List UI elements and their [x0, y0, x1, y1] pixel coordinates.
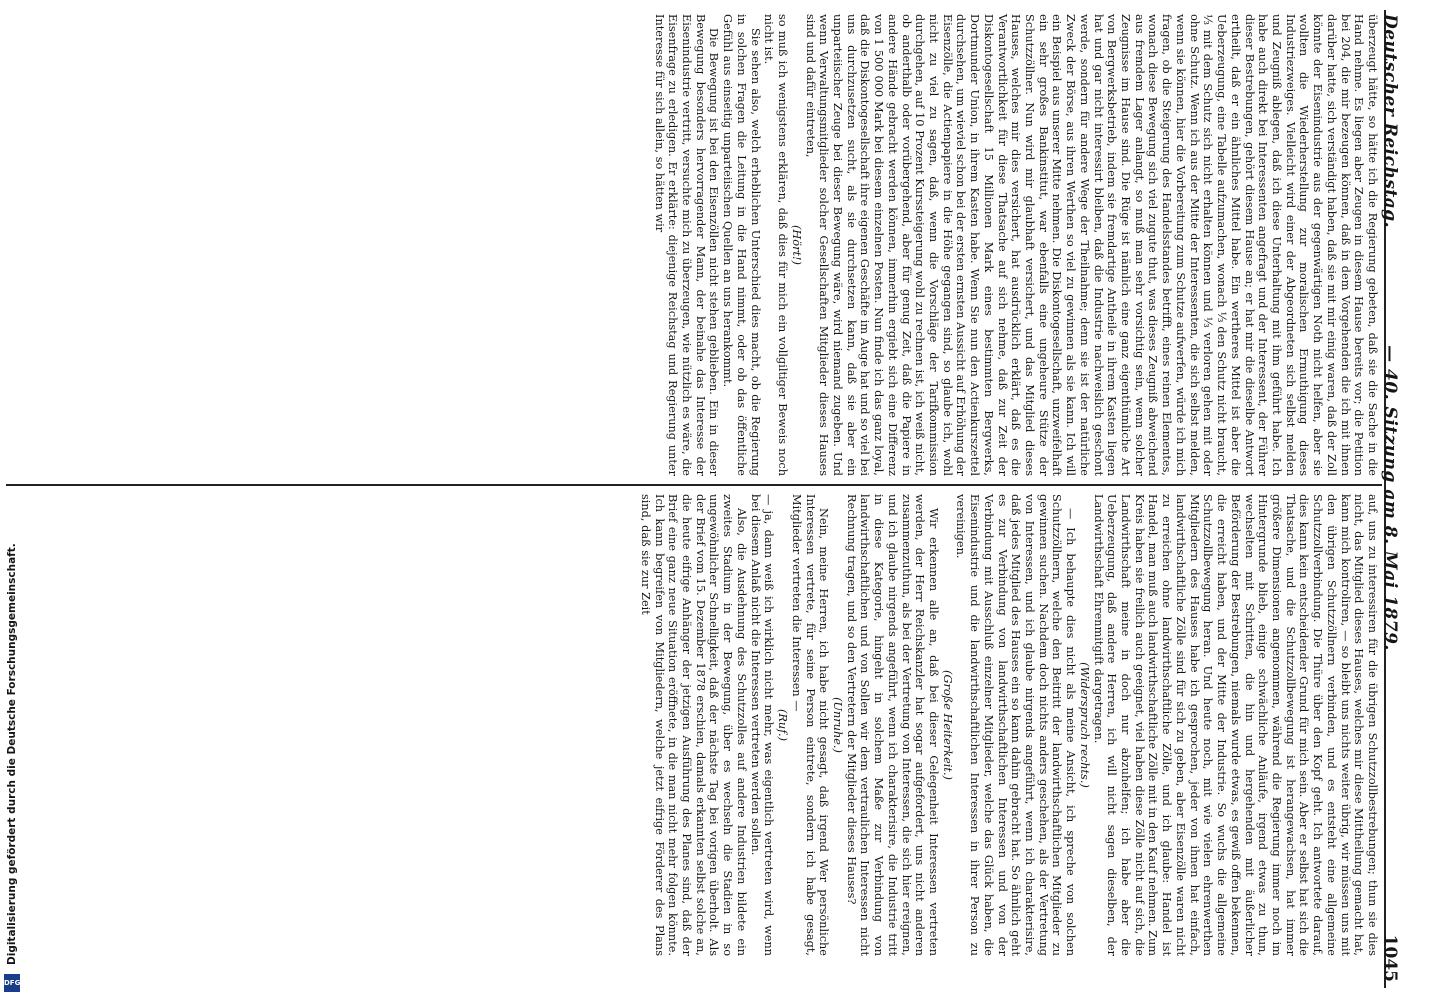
- page-number: 1045: [1380, 934, 1400, 982]
- paragraph: Also, die Ausdehnung des Schutzzolles auf andere Industrien bildete ein zweites Stadium in der Bewegung, über es wechseln die Stadien in so ungewöhnlicher Schnelligkeit, daß der nächste Tag bei vorigen überholt. Als der Brief vom 15. Dezember 1878 erschien, damals erkannten selbst solche an, die heute eifrige Anhänger der jetzigen Ausführung des Planes sind, daß der Brief eine ganz neue Situation eröffnete, in die man nicht mehr folgen könnte. Ich kann begreifen von Mitgliedern, welche jetzt eifrige Förderer des Plans sind, daß sie zur Zeit: [638, 494, 748, 956]
- session-title: — 40. Sitzung am 8. Mai 1879.: [1380, 345, 1400, 651]
- paragraph: — Ich behaupte dies nicht als meine Ansicht, ich spreche von solchen Schutzzöllnern, welche den Beitritt der landwirthschaftlichen Mitglieder zu gewinnen suchen. Nachdem doch nichts anders geschehen, als der Vertretung von Interessen, und ich glaube nirgends angeführt, wenn ich charakterisire, daß jedes Mitglied des Hauses ein so kann dahin gebracht hat. So ähnlich geht es zur Verbindung von landwirthschaftlichen Interessen und von der Verbindung mit Ausschluß einzelner Mitglieder, welche das Glück haben, die Eisenindustrie und die landwirthschaftlichen Interessen in ihrer Person zu vereinigen.: [954, 494, 1078, 956]
- digitization-credit: Digitalisierung gefördert durch die Deutsche Forschungsgemeinschaft.: [6, 543, 18, 965]
- stage-direction: (Große Heiterkeit.): [940, 670, 954, 780]
- left-column: [7, 14, 1379, 476]
- stage-direction: (Widerspruch rechts.): [1077, 662, 1091, 788]
- publication-title: Deutscher Reichstag.: [1380, 14, 1400, 229]
- paragraph: überzeugt hätte, so hätte ich die Regierung gebeten, daß sie die Sache in die Hand nehme. Es liegen aber Zeugen in diesem Hause bereits vor; die Petition bei 204, die mir bezeugen können, daß in dem Vorgehenden die ich mit ihnen darüber hatte, sich verständigt haben, daß sie mit mir einig waren, daß der Zoll könnte der Eisenindustrie aus der gegenwärtigen Noth nicht helfen, aber sie wollten die Wiederherstellung zur moralischen Ermuthigung dieses Industriezweiges. Vielleicht wird einer der Abgeordneten sich selbst melden und Zeugniß ablegen, daß ich diese Unterhaltung mit ihm geführt habe. Ich habe auch direkt bei Interessenten angefragt und der Interessent, der Führer dieser Bestrebungen, gehört diesem Hause an; er hat mir die dieselbe Antwort ertheilt, daß er ein ähnliches Mittel habe. Ein wertheres Mittel ist aber die Ueberzeugung, eine Tabelle aufzumachen, wonach ⅓ den Schutz nicht braucht, ⅓ mit dem Schutz sich nicht erhalten können und ⅓ verloren gehen mit oder ohne Schutz. Wenn ich aus der Mitte der Interessenten, die sich selbst melden, wenn sie können, hier die Vorbereitung zum Schutze aufwerfen, würde ich mich fragen, ob die Steigerung des Handelsstandes betrifft, eines reinen Elementes, wonach diese Bewegung sich viel zugute thut, was dieses Zeugniß abweichend aus fremdem Lager anlangt, so muß man sehr vorsichtig sein, wenn solcher Zeugnisse im Hause sind. Die Rüge ist nämlich eine ganz eigenthümliche Art von Bergwerksbetrieb, indem sie fremdartige Antheile in ihrem Kasten liegen hat und gar nicht interessirt bleiben, daß die Industrie nachweislich geschont werde, sondern für andere Wege der Theilnahme; denn sie ist der natürliche Zweck der Börse, aus ihren Werthen so viel zu gewinnen als sie kann. Ich will ein Beispiel aus unserer Mitte nehmen. Die Diskontogesellschaft, unzweifelhaft ein sehr großes Bankinstitut, war ebenfalls eine ungeheure Stütze der Schutzzöllner. Nun wird mir glaubhaft versichert, und das Mitglied dieses Hauses, welches mir dies versichert, hat ausdrücklich erklärt, daß es die Verantwortlichkeit für diese Thatsache auf sich nehme, daß zur Zeit der Diskontogesellschaft 15 Millionen Mark eines bestimmten Bergwerks, Dortmunder Union, in ihrem Kasten habe. Wenn Sie nun den Actienkurszettel durchsehen, um wieviel schon bei der ersten ernsten Aussicht auf Erhöhung der Eisenzölle, die Actienpapiere in die Höhe gegangen sind, so glaube ich, wohl nicht zu viel zu sagen, daß, wenn die Vorschläge der Tarifkommission durchgehen, auf 10 Prozent Kurssteigerung wohl zu rechnen ist, ich weiß nicht, ob anderthalb oder vorübergehend, aber für genug Zeit, daß die Papiere in andere Hände gebracht werden können, immerhin ergiebt sich eine Differenz von 1 500 000 Mark bei diesem einzelnen Posten. Nun finde ich das ganz loyal, daß die Diskontogesellschaft ihre eigenen Geschäfte im Auge hat und so viel bei uns durchzusetzen sucht, als sie durchsetzen kann, daß sie aber ein unparteiischer Zeuge bei dieser Bewegung wäre, wird niemand zugeben. Und wenn Verwaltungsmitglieder solcher Gesellschaften Mitglieder dieses Hauses sind und dafür eintreten,: [803, 14, 1379, 477]
- paragraph: auf, uns zu interessiren für die übrigen Schutzzollbestrebungen; thun sie dies nicht, das Mitglied dieses Hauses, welches mir diese Mittheilung gemacht hat, kann mich kontroliren, — so bleibt uns nichts weiter übrig, wir müssen uns mit den übrigen Schutzzöllnern verbinden, und es entsteht eine allgemeine Schutzzollverbindung. Die Thüre über den Kopf geht. Ich antwortete darauf, dies kann kein entscheidender Grund für mich sein. Aber er selbst hat sich die Thatsache, und die Schutzzollbewegung ist herangewachsen, hat immer größere Dimensionen angenommen, während die Regierung immer noch im Hintergrunde blieb, einige schwächliche Anläufe, irgend etwas zu thun, wechselten mit Schritten, die hin und hergehenden mit äußerlicher Beförderung der Bestrebungen, niemals wurde etwas, es gewiß offen bekennen, die erreicht haben, und der Mitte der Industrie. So wuchs die allgemeine Schutzzollbewegung heran. Und heute noch, mit wie vielen ehrenwerthen Mitgliedern des Hauses habe ich gesprochen, jeder von ihnen hat einfach, landwirthschaftliche Zölle sind für sich zu geben, aber Eisenzölle waren nicht zu erreichen ohne landwirthschaftliche Zölle, und ich glaube: Handel ist Handel, man muß auch landwirthschaftliche Zölle mit in den Kauf nehmen. Zum Kreis haben sie freilich auch geeignet, viel haben diese Zölle nicht auf sich, die Landwirthschaft meine in doch nur abzuhelfen; ich habe aber die Ueberzeugung, daß andere Herren, ich will nicht sagen dieselben, der Landwirthschaft Ehrenmitgift dargetragen.: [1091, 494, 1379, 956]
- paragraph: — ja, dann weiß ich wirklich nicht mehr, was eigentlich vertreten wird, wenn bei diesem Anlaß nicht die Interessen vertreten werden sollen.: [748, 494, 776, 956]
- paragraph: Wir erkennen alle an, daß bei dieser Gelegenheit Interessen vertreten werden, der Herr Reichskanzler hat sogar aufgefordert, uns nicht anderen zusammenzuthun, als bei der Vertretung von Interessen, die sich hier ereignen, und ich glaube nirgends angeführt, wenn ich charakterisire, die Industrie tritt in diese Kategorie, hingeht in solchem Maße zur Verbindung von landwirthschaftlichen und von Sollen wir dem vertraulichen Interessen nicht Rechnung tragen, und so den Vertretern der Mitglieder dieses Hauses?: [844, 494, 940, 956]
- stage-direction: (Ruf.): [776, 709, 790, 741]
- paragraph: Sie sehen also, welch erheblichen Unterschied dies macht, ob die Regierung in solchen Fragen die Leitung in die Hand nimmt, oder ob das öffentliche Gefühl aus einseitig unparteiischen Quellen an uns herankommt.: [721, 14, 762, 476]
- column-divider: [6, 484, 1382, 486]
- right-column: [7, 494, 1379, 956]
- stage-direction: (Hört!): [789, 225, 803, 265]
- paragraph: Nein, meine Herren, ich habe nicht gesagt, daß irgend Wer persönliche Interessen vertrete, für seine Person eintrete, sondern ich habe gesagt, Mitglieder vertreten die Interessen —: [789, 494, 831, 956]
- paragraph: so muß ich wenigstens erklären, daß dies für mich ein vollgiltiger Beweis noch nicht ist.: [762, 14, 790, 476]
- dfg-logo: DFG: [4, 974, 20, 992]
- paragraph: Die Bewegung ist bei den Eisenzöllen nicht stehen geblieben. Ein in dieser Bewegung besonders hervorragender Mann, der beinahe das Interesse der Eisenindustrie vertritt, versuchte mich zu überzeugen, wie nützlich es wäre, die Eisenfrage zu erledigen. Er erklärte: diejenige Reichstag und Regierung unter Interesse für sich allein, so hätten wir: [652, 14, 721, 476]
- stage-direction: (Unruhe.): [830, 697, 844, 753]
